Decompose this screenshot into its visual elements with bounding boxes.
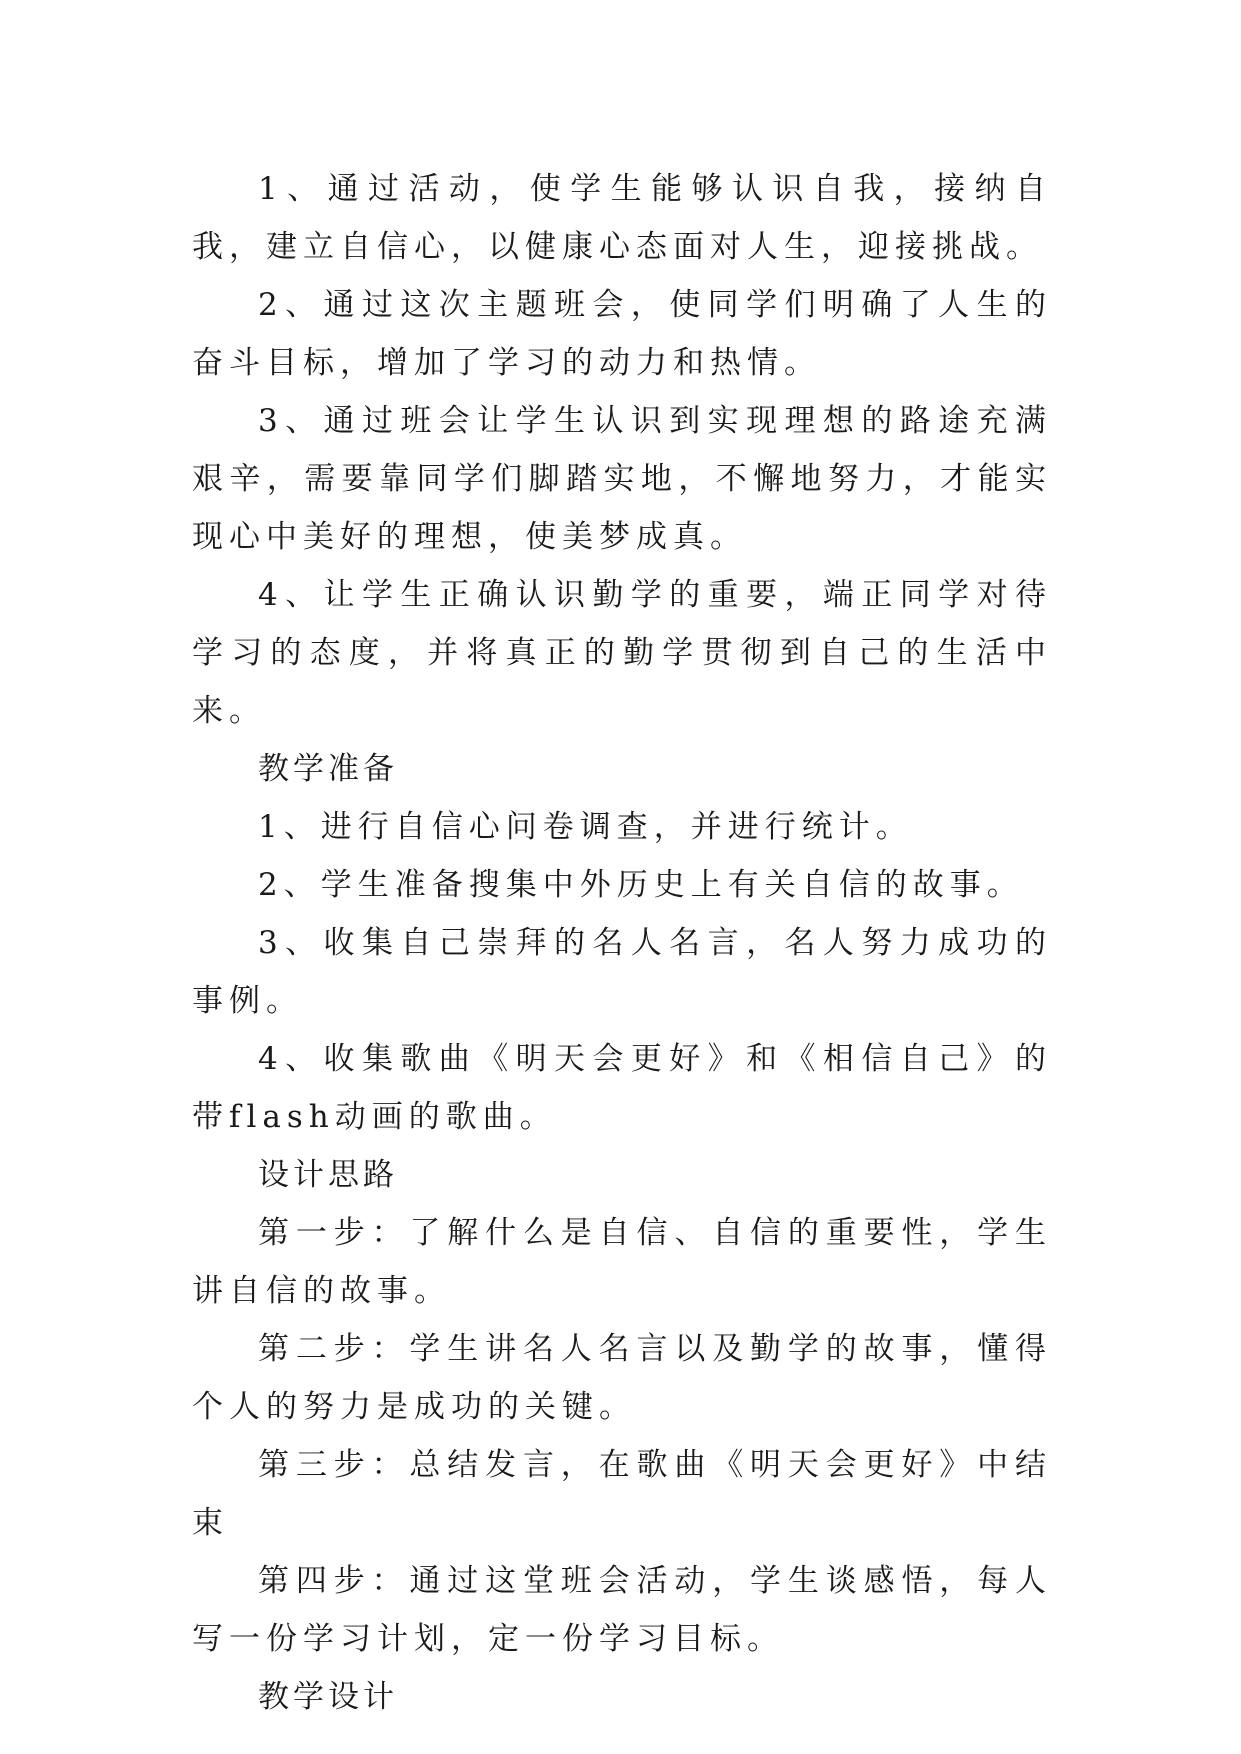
section-heading-preparation: 教学准备 (258, 751, 398, 787)
goal-paragraph-4: 4、让学生正确认识勤学的重要，端正同学对待学习的态度，并将真正的勤学贯彻到自己的生活中来。 (192, 577, 1052, 729)
design-step-4: 第四步：通过这堂班会活动，学生谈感悟，每人写一份学习计划，定一份学习目标。 (192, 1563, 1052, 1657)
design-step-3: 第三步：总结发言，在歌曲《明天会更好》中结束 (192, 1447, 1052, 1541)
goal-paragraph-1: 1、通过活动，使学生能够认识自我，接纳自我，建立自信心，以健康心态面对人生，迎接挑战。 (192, 171, 1052, 265)
section-heading-teaching-design: 教学设计 (258, 1679, 398, 1715)
preparation-item-4: 4、收集歌曲《明天会更好》和《相信自己》的带flash动画的歌曲。 (192, 1041, 1052, 1135)
goal-paragraph-2: 2、通过这次主题班会，使同学们明确了人生的奋斗目标，增加了学习的动力和热情。 (192, 287, 1052, 381)
preparation-item-3: 3、收集自己崇拜的名人名言，名人努力成功的事例。 (192, 925, 1052, 1019)
preparation-item-2: 2、学生准备搜集中外历史上有关自信的故事。 (258, 867, 1024, 903)
preparation-item-1: 1、进行自信心问卷调查，并进行统计。 (258, 809, 913, 845)
goal-paragraph-3: 3、通过班会让学生认识到实现理想的路途充满艰辛，需要靠同学们脚踏实地，不懈地努力，才能实现心中美好的理想，使美梦成真。 (192, 403, 1052, 555)
section-heading-design-idea: 设计思路 (258, 1157, 398, 1193)
document-body (192, 160, 1052, 1726)
design-step-1: 第一步：了解什么是自信、自信的重要性，学生讲自信的故事。 (192, 1215, 1052, 1309)
design-step-2: 第二步：学生讲名人名言以及勤学的故事，懂得个人的努力是成功的关键。 (192, 1331, 1052, 1425)
